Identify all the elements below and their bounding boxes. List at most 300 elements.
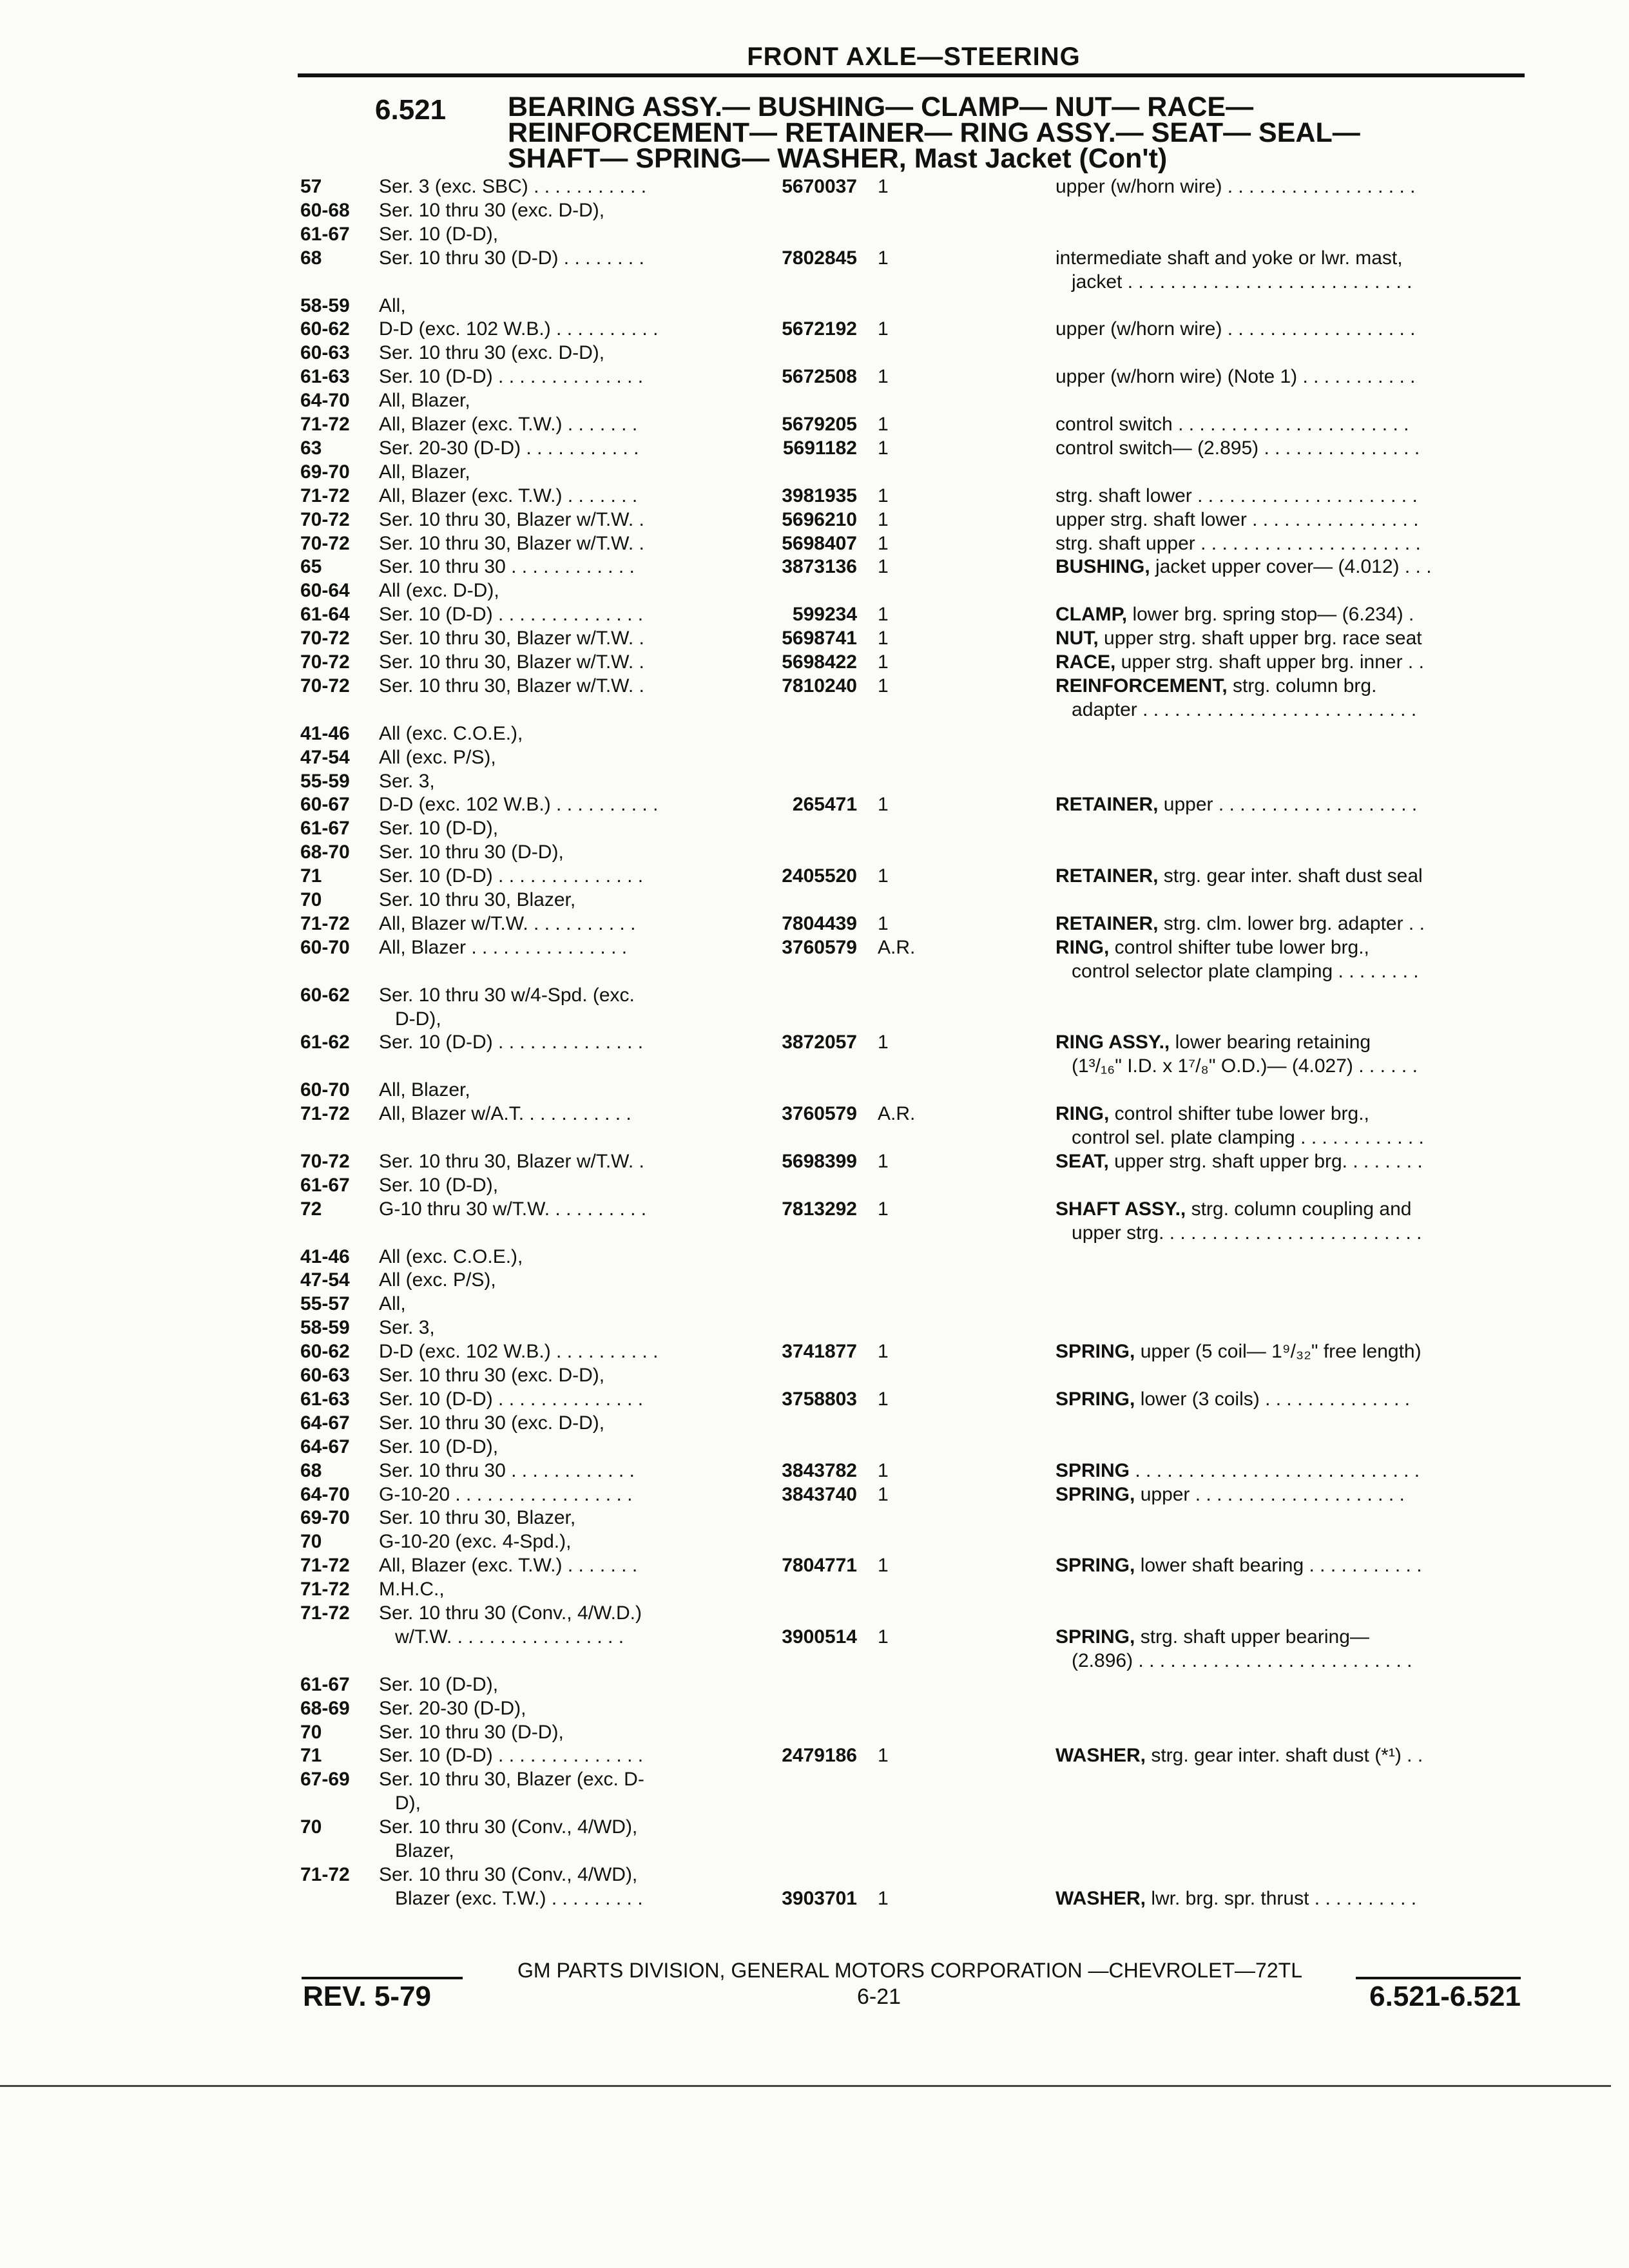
part-number-cell: 5698741 (782, 628, 857, 649)
table-row (0, 1149, 1629, 1175)
table-row (0, 1410, 1629, 1436)
description-text: control switch . . . . . . . . . . . . . . . . . . . . . . (1055, 414, 1409, 435)
table-row (0, 602, 1629, 628)
year-cell: 68-70 (300, 841, 350, 863)
table-row (0, 1529, 1629, 1555)
table-row (0, 1648, 1629, 1674)
year-cell: 68 (300, 247, 322, 269)
model-cell: Ser. 10 thru 30, Blazer w/T.W. . (379, 508, 644, 530)
table-row (0, 316, 1629, 342)
model-cell: All (exc. P/S), (379, 1269, 496, 1291)
description-cell (1055, 602, 1519, 628)
table-row (0, 222, 1629, 247)
year-cell: 60-62 (300, 318, 350, 340)
model-cell: Ser. 3, (379, 1317, 435, 1339)
table-row (0, 1291, 1629, 1317)
year-cell: 71 (300, 1745, 322, 1767)
part-name: RING, (1055, 936, 1110, 958)
description-cell (1055, 1220, 1519, 1246)
model-cell: All, Blazer, (379, 1079, 470, 1101)
model-cell: Ser. 10 (D-D) . . . . . . . . . . . . . . (379, 1745, 644, 1767)
year-cell: 71-72 (300, 485, 350, 506)
year-cell: 70-72 (300, 675, 350, 697)
year-cell: 68 (300, 1459, 322, 1481)
year-cell: 60-70 (300, 936, 350, 958)
year-cell: 47-54 (300, 1269, 350, 1291)
part-name: SEAT, (1055, 1150, 1109, 1172)
quantity-cell: 1 (878, 1626, 889, 1648)
table-row (0, 1743, 1629, 1769)
table-row (0, 554, 1629, 580)
model-cell: Ser. 10 (D-D), (379, 1673, 499, 1695)
model-cell: Ser. 10 thru 30 (exc. D-D), (379, 1412, 605, 1434)
table-row (0, 1030, 1629, 1055)
description-cell (1055, 1648, 1519, 1674)
model-cell: Blazer, (379, 1840, 454, 1861)
table-row (0, 1125, 1629, 1151)
quantity-cell: 1 (878, 628, 889, 649)
table-row (0, 269, 1629, 295)
table-row (0, 459, 1629, 485)
model-cell: Ser. 10 (D-D), (379, 1174, 499, 1196)
model-cell: Ser. 10 thru 30 (Conv., 4/W.D.) (379, 1602, 642, 1624)
model-cell: Ser. 10 thru 30, Blazer, (379, 889, 576, 910)
description-cell (1055, 412, 1519, 437)
description-cell (1055, 1482, 1519, 1508)
part-name: SPRING, (1055, 1341, 1135, 1363)
table-row (0, 388, 1629, 414)
year-cell: 61-67 (300, 223, 350, 245)
description-text: strg. gear inter. shaft dust seal (1158, 865, 1423, 887)
model-cell: All (exc. D-D), (379, 580, 499, 602)
quantity-cell: 1 (878, 485, 889, 506)
table-row (0, 1434, 1629, 1460)
part-number-cell: 5672508 (782, 366, 857, 388)
table-row (0, 1600, 1629, 1626)
description-cell (1055, 1553, 1519, 1579)
year-cell: 60-62 (300, 1341, 350, 1363)
year-cell: 70 (300, 1721, 322, 1743)
year-cell: 64-67 (300, 1436, 350, 1457)
model-cell: All (exc. C.O.E.), (379, 722, 523, 744)
year-cell: 60-67 (300, 794, 350, 816)
model-cell: G-10 thru 30 w/T.W. . . . . . . . . . (379, 1198, 647, 1220)
table-row (0, 1053, 1629, 1079)
part-name: SPRING, (1055, 1555, 1135, 1577)
year-cell: 71-72 (300, 1579, 350, 1600)
year-cell: 69-70 (300, 461, 350, 483)
part-number-cell: 265471 (792, 794, 857, 816)
part-name: NUT, (1055, 628, 1099, 649)
quantity-cell: 1 (878, 1887, 889, 1909)
table-row (0, 649, 1629, 675)
part-name: SPRING, (1055, 1388, 1135, 1410)
description-text: strg. shaft upper . . . . . . . . . . . . . . . . . . . . . (1055, 532, 1421, 554)
description-cell (1055, 792, 1519, 818)
year-cell: 71-72 (300, 414, 350, 435)
description-cell (1055, 863, 1519, 889)
table-row (0, 1458, 1629, 1484)
year-cell: 70-72 (300, 651, 350, 673)
description-cell (1055, 1743, 1519, 1769)
model-cell: Ser. 10 thru 30 . . . . . . . . . . . . (379, 1459, 635, 1481)
part-number-cell: 7810240 (782, 675, 857, 697)
description-text: strg. column brg. (1227, 675, 1377, 697)
part-name: REINFORCEMENT, (1055, 675, 1228, 697)
year-cell: 60-63 (300, 342, 350, 364)
description-cell (1055, 697, 1519, 723)
description-text: strg. shaft lower . . . . . . . . . . . . . . . . . . . . . (1055, 485, 1418, 506)
table-row (0, 578, 1629, 604)
year-cell: 64-67 (300, 1412, 350, 1434)
quantity-cell: 1 (878, 176, 889, 197)
description-text: jacket . . . . . . . . . . . . . . . . . . . . . . . . . . . (1055, 271, 1412, 293)
quantity-cell: 1 (878, 1745, 889, 1767)
table-row (0, 1577, 1629, 1602)
table-row (0, 340, 1629, 366)
section-title-line: SHAFT— SPRING— WASHER, Mast Jacket (Con't) (508, 143, 1168, 174)
table-row (0, 1696, 1629, 1722)
description-cell (1055, 1458, 1519, 1484)
table-row (0, 1363, 1629, 1389)
model-cell: G-10-20 . . . . . . . . . . . . . . . . . (379, 1483, 633, 1505)
part-number-cell: 3873136 (782, 556, 857, 578)
model-cell: D-D (exc. 102 W.B.) . . . . . . . . . . (379, 1341, 659, 1363)
quantity-cell: 1 (878, 1032, 889, 1053)
part-number-cell: 7804771 (782, 1555, 857, 1577)
description-cell (1055, 1149, 1519, 1175)
quantity-cell: 1 (878, 508, 889, 530)
model-cell: Ser. 10 thru 30, Blazer (exc. D- (379, 1769, 644, 1791)
model-cell: Ser. 10 (D-D) . . . . . . . . . . . . . . (379, 366, 644, 388)
part-number-cell: 3741877 (782, 1341, 857, 1363)
bottom-rule (0, 2085, 1611, 2087)
year-cell: 61-67 (300, 1174, 350, 1196)
table-row (0, 1220, 1629, 1246)
table-row (0, 1767, 1629, 1792)
part-number-cell: 5698399 (782, 1150, 857, 1172)
year-cell: 71-72 (300, 1103, 350, 1125)
description-cell (1055, 507, 1519, 533)
table-row (0, 364, 1629, 390)
part-number-cell: 3760579 (782, 936, 857, 958)
table-row (0, 816, 1629, 841)
model-cell: Ser. 3 (exc. SBC) . . . . . . . . . . . (379, 176, 647, 197)
model-cell: Ser. 10 thru 30 (exc. D-D), (379, 1365, 605, 1386)
description-cell (1055, 531, 1519, 557)
model-cell: All, Blazer w/A.T. . . . . . . . . . . (379, 1103, 631, 1125)
model-cell: All, Blazer (exc. T.W.) . . . . . . . (379, 1555, 638, 1577)
part-number-cell: 3843782 (782, 1459, 857, 1481)
model-cell: All (exc. C.O.E.), (379, 1245, 523, 1267)
year-cell: 71-72 (300, 1602, 350, 1624)
part-name: RING, (1055, 1103, 1110, 1125)
model-cell: Ser. 10 thru 30 (D-D), (379, 841, 564, 863)
model-cell: Ser. 10 thru 30 (Conv., 4/WD), (379, 1816, 638, 1838)
part-number-cell: 5670037 (782, 176, 857, 197)
description-cell (1055, 245, 1519, 271)
table-row (0, 531, 1629, 557)
model-cell: Ser. 10 (D-D) . . . . . . . . . . . . . . (379, 865, 644, 887)
part-number-cell: 7813292 (782, 1198, 857, 1220)
description-text: upper . . . . . . . . . . . . . . . . . . . (1158, 794, 1418, 816)
model-cell: Ser. 10 thru 30 (D-D) . . . . . . . . (379, 247, 644, 269)
year-cell: 55-59 (300, 770, 350, 792)
part-number-cell: 5691182 (782, 437, 857, 459)
description-text: strg. shaft upper bearing— (1135, 1626, 1369, 1648)
table-row (0, 840, 1629, 865)
table-row (0, 1077, 1629, 1103)
part-number-cell: 5698407 (782, 532, 857, 554)
revision-label: REV. 5-79 (303, 1981, 431, 2012)
description-cell (1055, 364, 1519, 390)
year-cell: 65 (300, 556, 322, 578)
table-row (0, 1838, 1629, 1864)
description-text: intermediate shaft and yoke or lwr. mast, (1055, 247, 1403, 269)
quantity-cell: 1 (878, 437, 889, 459)
description-text: . . . . . . . . . . . . . . . . . . . . . . . . . . . (1130, 1459, 1420, 1481)
table-row (0, 983, 1629, 1008)
quantity-cell: 1 (878, 1555, 889, 1577)
part-number-cell: 7804439 (782, 912, 857, 934)
year-cell: 58-59 (300, 1317, 350, 1339)
description-cell (1055, 1053, 1519, 1079)
quantity-cell: 1 (878, 1198, 889, 1220)
description-text: strg. gear inter. shaft dust (*¹) . . (1146, 1745, 1423, 1767)
section-number: 6.521 (375, 94, 447, 126)
part-number-cell: 5698422 (782, 651, 857, 673)
model-cell: Ser. 10 thru 30, Blazer w/T.W. . (379, 532, 644, 554)
model-cell: Ser. 10 thru 30 w/4-Spd. (exc. (379, 984, 635, 1006)
table-row (0, 697, 1629, 723)
quantity-cell: 1 (878, 794, 889, 816)
description-text: upper (w/horn wire) . . . . . . . . . . . . . . . . . . (1055, 318, 1416, 340)
table-row (0, 745, 1629, 771)
description-text: lower brg. spring stop— (6.234) . (1127, 604, 1414, 626)
description-text: control sel. plate clamping . . . . . . . . . . . . (1055, 1127, 1424, 1148)
model-cell: M.H.C., (379, 1579, 445, 1600)
description-text: upper strg. shaft upper brg. race seat (1098, 628, 1422, 649)
model-cell: Ser. 10 thru 30, Blazer w/T.W. . (379, 651, 644, 673)
section-title-line: REINFORCEMENT— RETAINER— RING ASSY.— SEAT— SEAL— (508, 117, 1360, 148)
part-number-cell: 5696210 (782, 508, 857, 530)
part-name: WASHER, (1055, 1887, 1146, 1909)
part-number-cell: 3981935 (782, 485, 857, 506)
model-cell: Ser. 10 thru 30 (exc. D-D), (379, 342, 605, 364)
model-cell: All, (379, 1293, 406, 1315)
table-row (0, 1244, 1629, 1270)
description-cell (1055, 1387, 1519, 1412)
part-number-cell: 599234 (792, 604, 857, 626)
description-cell (1055, 1339, 1519, 1365)
table-row (0, 673, 1629, 699)
description-text: jacket upper cover— (4.012) . . . (1150, 556, 1432, 578)
part-number-cell: 7802845 (782, 247, 857, 269)
model-cell: Ser. 10 thru 30, Blazer w/T.W. . (379, 628, 644, 649)
part-number-cell: 3903701 (782, 1887, 857, 1909)
description-cell (1055, 483, 1519, 509)
model-cell: All, Blazer (exc. T.W.) . . . . . . . (379, 414, 638, 435)
description-text: control shifter tube lower brg., (1109, 1103, 1369, 1125)
part-name: RETAINER, (1055, 912, 1159, 934)
table-row (0, 412, 1629, 437)
description-text: upper strg. shaft upper brg. inner . . (1115, 651, 1424, 673)
part-name: RACE, (1055, 651, 1116, 673)
description-text: upper strg. . . . . . . . . . . . . . . . . . . . . . . . . (1055, 1222, 1422, 1244)
model-cell: Ser. 10 thru 30, Blazer w/T.W. . (379, 1150, 644, 1172)
model-cell: Ser. 10 (D-D) . . . . . . . . . . . . . . (379, 1032, 644, 1053)
part-name: SPRING, (1055, 1626, 1135, 1648)
description-cell (1055, 269, 1519, 295)
table-row (0, 721, 1629, 747)
description-text: (1³/₁₆" I.D. x 1⁷/₈" O.D.)— (4.027) . . . . . . (1055, 1055, 1418, 1077)
part-name: SHAFT ASSY., (1055, 1198, 1186, 1220)
footer-rule-left (302, 1977, 463, 1979)
part-name: RETAINER, (1055, 865, 1159, 887)
table-row (0, 863, 1629, 889)
header-rule (298, 73, 1525, 77)
quantity-cell: 1 (878, 1341, 889, 1363)
description-cell (1055, 1196, 1519, 1222)
table-row (0, 1553, 1629, 1579)
description-cell (1055, 1886, 1519, 1912)
description-text: upper (w/horn wire) . . . . . . . . . . . . . . . . . . (1055, 176, 1416, 197)
description-cell (1055, 174, 1519, 200)
section-title (508, 91, 1410, 174)
table-row (0, 887, 1629, 913)
section-range: 6.521-6.521 (1369, 1981, 1521, 2012)
table-row (0, 174, 1629, 200)
model-cell: G-10-20 (exc. 4-Spd.), (379, 1531, 572, 1553)
model-cell: Ser. 10 thru 30 (Conv., 4/WD), (379, 1863, 638, 1885)
model-cell: w/T.W. . . . . . . . . . . . . . . . . (379, 1626, 624, 1648)
year-cell: 60-62 (300, 984, 350, 1006)
model-cell: Ser. 20-30 (D-D) . . . . . . . . . . . (379, 437, 639, 459)
model-cell: All, Blazer . . . . . . . . . . . . . . . (379, 936, 628, 958)
part-number-cell: 2479186 (782, 1745, 857, 1767)
description-text: strg. column coupling and (1186, 1198, 1412, 1220)
footer-rule-right (1356, 1977, 1521, 1979)
table-row (0, 1720, 1629, 1745)
part-name: SPRING (1055, 1459, 1130, 1481)
description-cell (1055, 316, 1519, 342)
year-cell: 68-69 (300, 1697, 350, 1719)
model-cell: Ser. 10 thru 30, Blazer w/T.W. . (379, 675, 644, 697)
quantity-cell: 1 (878, 556, 889, 578)
quantity-cell: 1 (878, 1150, 889, 1172)
model-cell: Ser. 10 thru 30 . . . . . . . . . . . . (379, 556, 635, 578)
quantity-cell: 1 (878, 675, 889, 697)
table-row (0, 911, 1629, 937)
model-cell: Ser. 10 (D-D) . . . . . . . . . . . . . . (379, 1388, 644, 1410)
page-header: FRONT AXLE—STEERING (747, 43, 1081, 71)
year-cell: 60-68 (300, 199, 350, 221)
part-name: RETAINER, (1055, 794, 1159, 816)
description-cell (1055, 626, 1519, 651)
table-row (0, 626, 1629, 651)
model-cell: All, (379, 294, 406, 316)
part-name: SPRING, (1055, 1483, 1135, 1505)
quantity-cell: A.R. (878, 1103, 916, 1125)
table-row (0, 1672, 1629, 1698)
description-text: control switch— (2.895) . . . . . . . . . . . . . . . (1055, 437, 1420, 459)
quantity-cell: 1 (878, 414, 889, 435)
model-cell: All, Blazer w/T.W. . . . . . . . . . . (379, 912, 636, 934)
model-cell: All, Blazer, (379, 390, 470, 412)
year-cell: 71-72 (300, 912, 350, 934)
table-row (0, 293, 1629, 319)
part-number-cell: 3843740 (782, 1483, 857, 1505)
part-number-cell: 3872057 (782, 1032, 857, 1053)
part-number-cell: 3900514 (782, 1626, 857, 1648)
page-number: 6-21 (857, 1984, 901, 2009)
description-text: lower bearing retaining (1170, 1032, 1371, 1053)
quantity-cell: 1 (878, 318, 889, 340)
table-row (0, 935, 1629, 961)
year-cell: 61-67 (300, 818, 350, 840)
part-name: RING ASSY., (1055, 1032, 1170, 1053)
description-text: upper strg. shaft upper brg. . . . . . . . (1108, 1150, 1423, 1172)
quantity-cell: 1 (878, 1388, 889, 1410)
table-row (0, 1482, 1629, 1508)
table-row (0, 1315, 1629, 1341)
table-row (0, 792, 1629, 818)
year-cell: 64-70 (300, 390, 350, 412)
quantity-cell: 1 (878, 532, 889, 554)
footer-publisher: GM PARTS DIVISION, GENERAL MOTORS CORPORATION —CHEVROLET—72TL (517, 1959, 1302, 1982)
table-row (0, 1791, 1629, 1816)
year-cell: 71-72 (300, 1555, 350, 1577)
model-cell: All, Blazer (exc. T.W.) . . . . . . . (379, 485, 638, 506)
year-cell: 70-72 (300, 628, 350, 649)
quantity-cell: A.R. (878, 936, 916, 958)
model-cell: Ser. 10 (D-D), (379, 223, 499, 245)
year-cell: 61-63 (300, 366, 350, 388)
table-row (0, 959, 1629, 985)
part-name: WASHER, (1055, 1745, 1146, 1767)
year-cell: 70 (300, 1531, 322, 1553)
section-title-line: BEARING ASSY.— BUSHING— CLAMP— NUT— RACE— (508, 91, 1254, 122)
year-cell: 61-67 (300, 1673, 350, 1695)
description-text: control shifter tube lower brg., (1109, 936, 1369, 958)
model-cell: D-D), (379, 1008, 441, 1030)
description-cell (1055, 436, 1519, 461)
description-text: control selector plate clamping . . . . . . . . (1055, 960, 1419, 982)
table-row (0, 483, 1629, 509)
table-row (0, 436, 1629, 461)
year-cell: 61-63 (300, 1388, 350, 1410)
table-row (0, 1173, 1629, 1198)
table-row (0, 769, 1629, 794)
model-cell: Ser. 10 thru 30 (D-D), (379, 1721, 564, 1743)
year-cell: 63 (300, 437, 322, 459)
year-cell: 70 (300, 889, 322, 910)
table-row (0, 1267, 1629, 1293)
year-cell: 41-46 (300, 722, 350, 744)
table-row (0, 1101, 1629, 1127)
model-cell: Ser. 20-30 (D-D), (379, 1697, 526, 1719)
description-text: lwr. brg. spr. thrust . . . . . . . . . . (1146, 1887, 1417, 1909)
model-cell: D), (379, 1792, 421, 1814)
year-cell: 41-46 (300, 1245, 350, 1267)
description-cell (1055, 1125, 1519, 1151)
year-cell: 61-62 (300, 1032, 350, 1053)
description-cell (1055, 649, 1519, 675)
quantity-cell: 1 (878, 912, 889, 934)
model-cell: D-D (exc. 102 W.B.) . . . . . . . . . . (379, 318, 659, 340)
model-cell: Ser. 10 thru 30, Blazer, (379, 1507, 576, 1529)
model-cell: All, Blazer, (379, 461, 470, 483)
